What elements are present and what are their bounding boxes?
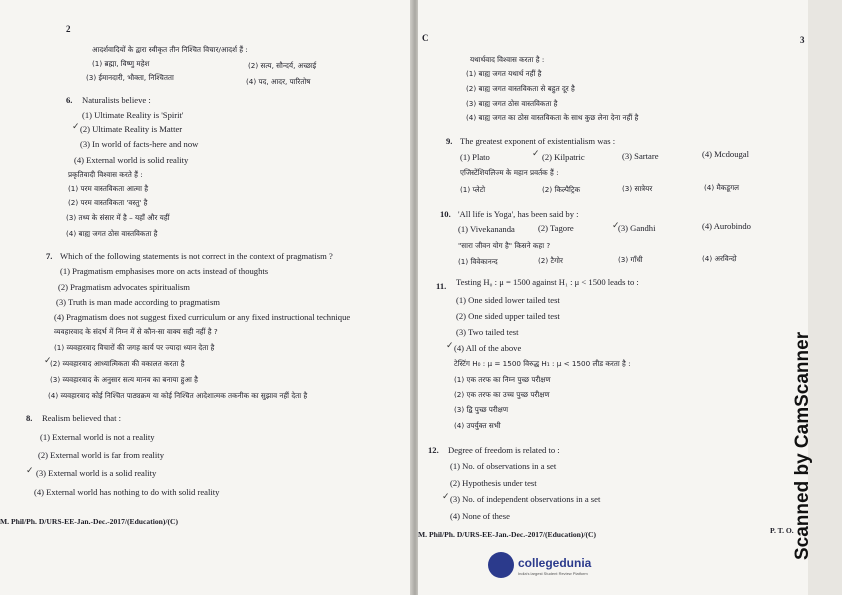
question-text: Which of the following statements is not correct in the context of pragmatism ? (60, 251, 333, 261)
option-text-hindi: (2) एक तरफ का उच्च पुच्छ परीक्षण (454, 390, 550, 399)
option-text: (3) Two tailed test (456, 327, 519, 337)
question-text: The greatest exponent of existentialism was : (460, 136, 616, 146)
option-text: (2) External world is far from reality (38, 450, 164, 460)
option-text: (2) Kilpatric (542, 152, 585, 162)
option-text-hindi: (4) व्यवहारवाद कोई निश्चित पाठ्यक्रम या कोई निश्चित आदेशात्मक तकनीक का सुझाव नहीं देता है (48, 391, 308, 400)
page-footer: M. Phil/Ph. D/URS-EE-Jan.-Dec.-2017/(Education)/(C) (0, 517, 179, 526)
option-text-hindi: (4) बाह्य जगत ठोस वास्तविकता है (66, 229, 158, 238)
option-text-hindi: (4) पद, आदर, पारितोष (246, 77, 311, 86)
question-text-hindi: आदर्शवादियों के द्वारा स्वीकृत तीन निश्चित विचार/आदर्श हैं : (92, 45, 248, 54)
right-page (418, 0, 808, 595)
option-text: (1) Vivekananda (458, 224, 515, 234)
collegedunia-logo (488, 552, 628, 582)
option-text: (3) External world is a solid reality (36, 468, 157, 478)
option-text-hindi: (3) ईमानदारी, भौक्ता, निश्चितता (86, 73, 174, 82)
answer-tick-mark: ✓ (446, 341, 454, 351)
option-text: (4) All of the above (454, 343, 522, 353)
page-footer: M. Phil/Ph. D/URS-EE-Jan.-Dec.-2017/(Education)/(C) (418, 530, 597, 539)
option-text-hindi: (3) व्यवहारवाद के अनुसार सत्य मानव का बनाया हुआ है (50, 375, 198, 384)
option-text-hindi: (2) व्यवहारवाद आध्यात्मिकता की वकालत करता है (50, 359, 185, 368)
option-text-hindi: (2) किल्पैट्रिक (542, 185, 581, 194)
answer-tick-mark: ✓ (26, 466, 34, 476)
option-text: (1) Ultimate Reality is 'Spirit' (82, 110, 184, 120)
question-number: 9. (446, 136, 453, 146)
question-text: Testing H₀ : μ = 1500 against H₁ : μ < 1500 leads to : (456, 277, 639, 287)
option-text: (3) No. of independent observations in a set (450, 494, 601, 504)
option-text: (2) Tagore (538, 223, 574, 233)
option-text: (2) One sided upper tailed test (456, 311, 560, 321)
logo-brand-text: collegedunia (518, 556, 592, 570)
option-text: (1) No. of observations in a set (450, 461, 557, 471)
question-number: 10. (440, 209, 451, 219)
option-text: (4) External world has nothing to do with solid reality (34, 487, 220, 497)
question-text-hindi: टेस्टिंग H₀ : μ = 1500 विरुद्ध H₁ : μ < 1500 लीड करता है : (454, 359, 631, 368)
option-text: (4) External world is solid reality (74, 155, 189, 165)
answer-tick-mark: ✓ (612, 221, 620, 231)
option-text-hindi: (3) सात्रेयर (622, 184, 653, 193)
option-text-hindi: (2) टैगोर (538, 256, 563, 265)
question-text: Naturalists believe : (82, 95, 151, 105)
option-text-hindi: (1) ब्रह्मा, विष्णु महेश (92, 59, 150, 68)
option-text: (3) Truth is man made according to pragmatism (56, 297, 220, 307)
option-text: (1) One sided lower tailed test (456, 295, 560, 305)
question-text-hindi: व्यवहारवाद के संदर्भ में निम्न में से कौन-सा वाक्य सही नहीं है ? (54, 327, 218, 336)
page-number: 2 (66, 24, 71, 34)
option-text-hindi: (1) विवेकानन्द (458, 257, 498, 266)
question-text-hindi: एजिस्टेंशियलिज्म के महान प्रवर्तक हैं : (460, 168, 559, 177)
question-number: 12. (428, 445, 439, 455)
series-mark: C (422, 33, 429, 43)
option-text-hindi: (4) मैकडूगल (704, 183, 740, 192)
option-text: (2) Hypothesis under test (450, 478, 537, 488)
question-number: 7. (46, 251, 53, 261)
option-text-hindi: (3) द्वि पुच्छ परीक्षण (454, 405, 509, 414)
logo-tagline: India's largest Student Review Platform (518, 571, 588, 576)
question-number: 6. (66, 95, 73, 105)
logo-mascot-icon (488, 552, 514, 578)
question-text: Degree of freedom is related to : (448, 445, 560, 455)
option-text: (2) Pragmatism advocates spiritualism (58, 282, 190, 292)
answer-tick-mark: ✓ (44, 356, 52, 366)
question-number: 11. (436, 281, 447, 291)
option-text-hindi: (1) एक तरफ का निम्न पुच्छ परीक्षण (454, 375, 551, 384)
option-text-hindi: (1) बाह्य जगत यथार्थ नहीं है (466, 69, 542, 78)
option-text: (1) Pragmatism emphasises more on acts instead of thoughts (60, 266, 269, 276)
pto-label: P. T. O. (770, 526, 794, 535)
question-number: 8. (26, 413, 33, 423)
option-text-hindi: (3) गाँधी (618, 255, 643, 264)
page-number: 3 (800, 35, 805, 45)
answer-tick-mark: ✓ (72, 122, 80, 132)
answer-tick-mark: ✓ (532, 149, 540, 159)
option-text: (3) Sartare (622, 151, 659, 161)
option-text: (2) Ultimate Reality is Matter (80, 124, 183, 134)
question-text-hindi: प्रकृतिवादी विश्वास करते हैं : (68, 170, 143, 179)
option-text-hindi: (3) तथ्य के संसार में है – यहाँ और यहीं (66, 213, 170, 222)
question-text-hindi: "सारा जीवन योग है" किसने कहा ? (458, 241, 551, 250)
question-text-hindi: यथार्थवाद विश्वास करता है : (470, 55, 545, 64)
option-text-hindi: (4) उपर्युक्त सभी (454, 421, 501, 430)
option-text: (3) In world of facts-here and now (80, 139, 199, 149)
scanner-watermark: Scanned by CamScanner (792, 331, 813, 560)
option-text: (4) Pragmatism does not suggest fixed curriculum or any fixed instructional technique (54, 312, 351, 322)
option-text: (4) None of these (450, 511, 510, 521)
option-text: (3) Gandhi (618, 223, 656, 233)
option-text: (1) External world is not a reality (40, 432, 155, 442)
question-text: 'All life is Yoga', has been said by : (458, 209, 579, 219)
option-text: (4) Mcdougal (702, 149, 750, 159)
option-text: (1) Plato (460, 152, 490, 162)
option-text-hindi: (1) परम वास्तविकता आत्मा है (68, 184, 149, 193)
option-text-hindi: (2) परम वास्तविकता 'वस्तु' है (68, 198, 148, 207)
option-text-hindi: (1) व्यवहारवाद विचारों की जगह कार्य पर ज्यादा ध्यान देता है (54, 343, 215, 352)
option-text-hindi: (2) सत्य, सौन्दर्य, अच्छाई (248, 61, 317, 70)
option-text-hindi: (1) प्लेटो (460, 185, 486, 194)
option-text-hindi: (3) बाह्य जगत ठोस वास्तविकता है (466, 99, 558, 108)
question-text: Realism believed that : (42, 413, 121, 423)
option-text-hindi: (4) अरविन्दो (702, 254, 737, 263)
option-text-hindi: (2) बाह्य जगत वास्तविकता से बहुत दूर है (466, 84, 575, 93)
option-text: (4) Aurobindo (702, 221, 751, 231)
answer-tick-mark: ✓ (442, 492, 450, 502)
left-page (0, 0, 412, 595)
option-text-hindi: (4) बाह्य जगत का ठोस वास्तविकता के साथ कुछ लेना देना नहीं है (466, 113, 639, 122)
